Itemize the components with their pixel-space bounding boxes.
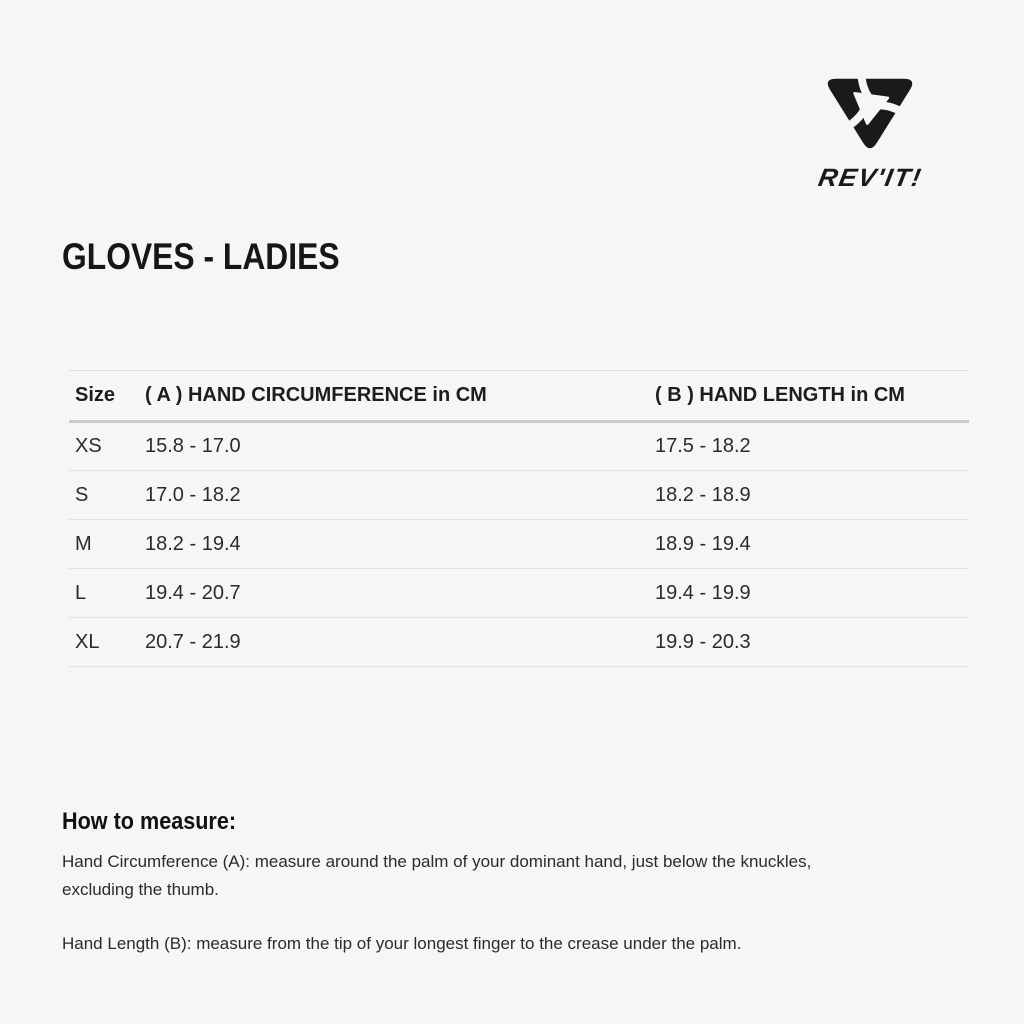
- size-cell: S: [69, 471, 145, 520]
- table-header-row: [69, 371, 969, 422]
- table-row: [69, 520, 969, 569]
- table-row: [69, 618, 969, 667]
- hand-length-instructions: Hand Length (B): measure from the tip of your longest finger to the crease under the palm.: [62, 934, 742, 953]
- size-cell: M: [69, 520, 145, 569]
- hand-circumference-cell: 18.2 - 19.4: [145, 520, 655, 569]
- table-row: [69, 422, 969, 471]
- hand-length-cell: 18.9 - 19.4: [655, 520, 969, 569]
- hand-circumference-instructions: Hand Circumference (A): measure around the palm of your dominant hand, just below the knuckles, excluding the thumb.: [62, 852, 812, 899]
- size-cell: XL: [69, 618, 145, 667]
- how-to-measure-heading: How to measure:: [62, 808, 237, 835]
- size-chart-table: [69, 370, 969, 667]
- hand-circumference-cell: 19.4 - 20.7: [145, 569, 655, 618]
- hand-length-cell: 19.9 - 20.3: [655, 618, 969, 667]
- column-header-hand-circumference: ( A ) HAND CIRCUMFERENCE in CM: [145, 371, 655, 422]
- brand-logo: [800, 54, 940, 193]
- hand-circumference-cell: 20.7 - 21.9: [145, 618, 655, 667]
- page-title: GLOVES - LADIES: [62, 236, 340, 277]
- hand-length-cell: 19.4 - 19.9: [655, 569, 969, 618]
- column-header-hand-length: ( B ) HAND LENGTH in CM: [655, 371, 969, 422]
- hand-circumference-cell: 15.8 - 17.0: [145, 422, 655, 471]
- column-header-size: Size: [69, 371, 145, 422]
- table-row: [69, 471, 969, 520]
- brand-wordmark: REV'IT!: [815, 164, 925, 192]
- table-row: [69, 569, 969, 618]
- hand-circumference-cell: 17.0 - 18.2: [145, 471, 655, 520]
- size-cell: L: [69, 569, 145, 618]
- hand-length-cell: 17.5 - 18.2: [655, 422, 969, 471]
- revit-shield-icon: [817, 54, 923, 160]
- how-to-measure-section: [62, 808, 872, 958]
- hand-length-cell: 18.2 - 18.9: [655, 471, 969, 520]
- size-cell: XS: [69, 422, 145, 471]
